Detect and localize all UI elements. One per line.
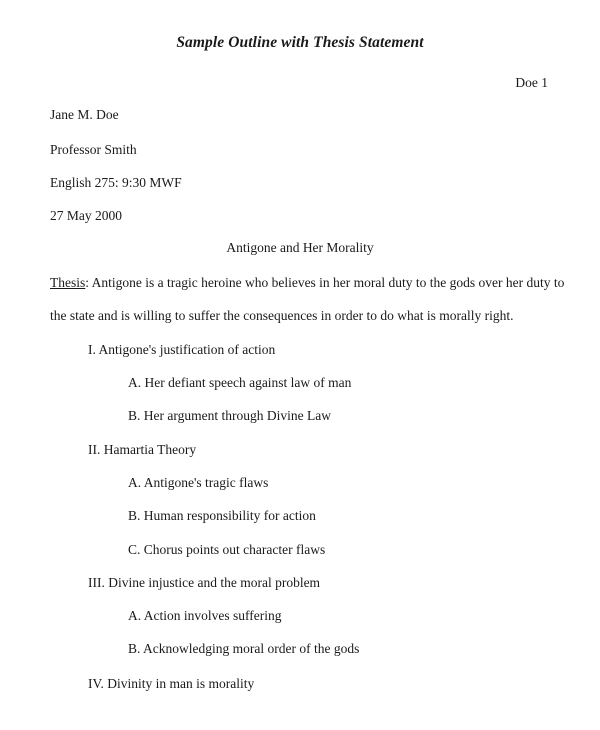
author-name: Jane M. Doe	[50, 107, 119, 122]
thesis-text-1: : Antigone is a tragic heroine who believes in her moral duty to the gods over her duty to	[85, 275, 565, 290]
date-line: 27 May 2000	[50, 208, 122, 223]
outline-item: C. Chorus points out character flaws	[128, 542, 326, 557]
outline-item: A. Action involves suffering	[128, 608, 282, 623]
thesis-line-1	[50, 274, 564, 292]
thesis-label: Thesis	[50, 275, 86, 290]
outline-section-2: II. Hamartia Theory	[88, 442, 197, 457]
document-title: Sample Outline with Thesis Statement	[176, 34, 424, 51]
outline-item: A. Her defiant speech against law of man	[128, 375, 352, 390]
outline-item: B. Her argument through Divine Law	[128, 408, 331, 423]
outline-section-4: IV. Divinity in man is morality	[88, 676, 255, 691]
thesis-line-2: the state and is willing to suffer the consequences in order to do what is morally right.	[50, 308, 514, 323]
outline-item: A. Antigone's tragic flaws	[128, 475, 269, 490]
essay-title: Antigone and Her Morality	[226, 240, 374, 255]
professor-name: Professor Smith	[50, 142, 137, 157]
course-info: English 275: 9:30 MWF	[50, 175, 182, 190]
outline-item: B. Human responsibility for action	[128, 508, 316, 523]
outline-item: B. Acknowledging moral order of the gods	[128, 641, 360, 656]
outline-section-1: I. Antigone's justification of action	[88, 342, 276, 357]
outline-section-3: III. Divine injustice and the moral problem	[88, 575, 321, 590]
running-header: Doe 1	[515, 75, 548, 90]
